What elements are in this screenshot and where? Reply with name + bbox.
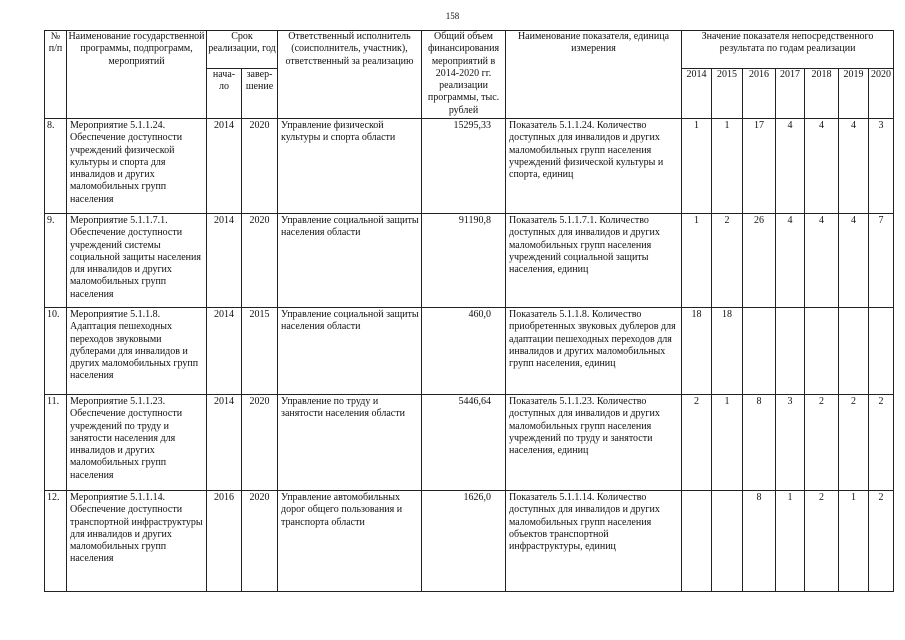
start-year: 2014 bbox=[207, 308, 242, 395]
start-year: 2014 bbox=[207, 119, 242, 214]
value-2016: 8 bbox=[743, 491, 776, 592]
finance-amount: 5446,64 bbox=[422, 395, 506, 491]
row-number: 9. bbox=[45, 214, 67, 308]
start-year: 2014 bbox=[207, 395, 242, 491]
value-2019: 1 bbox=[839, 491, 869, 592]
value-2018: 2 bbox=[805, 395, 839, 491]
measure-name: Мероприятие 5.1.1.7.1. Обеспечение доступности учреждений системы социальной защиты населения для инвалидов и других маломобильных групп населения bbox=[67, 214, 207, 308]
table-row bbox=[45, 395, 894, 491]
table-header bbox=[45, 31, 894, 119]
value-2018: 4 bbox=[805, 214, 839, 308]
value-2020: 7 bbox=[869, 214, 894, 308]
header-indicator: Наименование показателя, единица измерения bbox=[506, 31, 682, 119]
value-2020: 2 bbox=[869, 491, 894, 592]
value-2018: 2 bbox=[805, 491, 839, 592]
value-2016: 8 bbox=[743, 395, 776, 491]
value-2015 bbox=[712, 491, 743, 592]
value-2014 bbox=[682, 491, 712, 592]
start-year: 2016 bbox=[207, 491, 242, 592]
header-year: 2016 bbox=[743, 69, 776, 119]
table-row bbox=[45, 308, 894, 395]
value-2014: 1 bbox=[682, 119, 712, 214]
value-2019 bbox=[839, 308, 869, 395]
header-year: 2020 bbox=[869, 69, 894, 119]
row-number: 8. bbox=[45, 119, 67, 214]
value-2015: 1 bbox=[712, 395, 743, 491]
value-2016 bbox=[743, 308, 776, 395]
start-year: 2014 bbox=[207, 214, 242, 308]
finance-amount: 460,0 bbox=[422, 308, 506, 395]
indicator: Показатель 5.1.1.23. Количество доступных для инвалидов и других маломобильных групп населения учреждений по труду и занятости населения, единиц bbox=[506, 395, 682, 491]
executor: Управление социальной защиты населения области bbox=[278, 308, 422, 395]
value-2017 bbox=[776, 308, 805, 395]
executor: Управление физической культуры и спорта области bbox=[278, 119, 422, 214]
table-row bbox=[45, 214, 894, 308]
executor: Управление по труду и занятости населения области bbox=[278, 395, 422, 491]
program-table bbox=[44, 30, 894, 592]
table-row bbox=[45, 491, 894, 592]
finance-amount: 15295,33 bbox=[422, 119, 506, 214]
end-year: 2020 bbox=[242, 119, 278, 214]
value-2017: 4 bbox=[776, 214, 805, 308]
header-year: 2015 bbox=[712, 69, 743, 119]
measure-name: Мероприятие 5.1.1.24. Обеспечение доступности учреждений физической культуры и спорта для инвалидов и других маломобильных групп населения bbox=[67, 119, 207, 214]
indicator: Показатель 5.1.1.7.1. Количество доступных для инвалидов и других маломобильных групп населения учреждений социальной защиты населения, единиц bbox=[506, 214, 682, 308]
header-year: 2019 bbox=[839, 69, 869, 119]
value-2017: 4 bbox=[776, 119, 805, 214]
header-values-group: Значение показателя непосредственного результата по годам реализации bbox=[682, 31, 894, 69]
indicator: Показатель 5.1.1.24. Количество доступных для инвалидов и других маломобильных групп населения учреждений физической культуры и спорта, единиц bbox=[506, 119, 682, 214]
value-2017: 3 bbox=[776, 395, 805, 491]
value-2018 bbox=[805, 308, 839, 395]
row-number: 12. bbox=[45, 491, 67, 592]
table-body bbox=[45, 119, 894, 592]
header-year: 2014 bbox=[682, 69, 712, 119]
table-row bbox=[45, 119, 894, 214]
value-2019: 4 bbox=[839, 214, 869, 308]
value-2020 bbox=[869, 308, 894, 395]
value-2020: 3 bbox=[869, 119, 894, 214]
value-2019: 2 bbox=[839, 395, 869, 491]
end-year: 2020 bbox=[242, 395, 278, 491]
header-name: Наименование государственной программы, подпрограмм, мероприятий bbox=[67, 31, 207, 119]
value-2014: 1 bbox=[682, 214, 712, 308]
value-2015: 18 bbox=[712, 308, 743, 395]
header-term-start: нача-ло bbox=[207, 69, 242, 119]
value-2018: 4 bbox=[805, 119, 839, 214]
header-term-end: завер-шение bbox=[242, 69, 278, 119]
header-year: 2017 bbox=[776, 69, 805, 119]
indicator: Показатель 5.1.1.14. Количество доступных для инвалидов и других маломобильных групп населения объектов транспортной инфраструктуры, единиц bbox=[506, 491, 682, 592]
header-num: № п/п bbox=[45, 31, 67, 119]
value-2016: 17 bbox=[743, 119, 776, 214]
header-finance: Общий объем финансирования мероприятий в 2014-2020 гг. реализации программы, тыс. рублей bbox=[422, 31, 506, 119]
executor: Управление социальной защиты населения области bbox=[278, 214, 422, 308]
value-2017: 1 bbox=[776, 491, 805, 592]
value-2019: 4 bbox=[839, 119, 869, 214]
finance-amount: 91190,8 bbox=[422, 214, 506, 308]
measure-name: Мероприятие 5.1.1.23. Обеспечение доступности учреждений по труду и занятости населения для инвалидов и других маломобильных групп населения bbox=[67, 395, 207, 491]
executor: Управление автомобильных дорог общего пользования и транспорта области bbox=[278, 491, 422, 592]
row-number: 10. bbox=[45, 308, 67, 395]
end-year: 2020 bbox=[242, 214, 278, 308]
value-2016: 26 bbox=[743, 214, 776, 308]
measure-name: Мероприятие 5.1.1.14. Обеспечение доступности транспортной инфраструктуры для инвалидов и других маломобильных групп населения bbox=[67, 491, 207, 592]
value-2014: 18 bbox=[682, 308, 712, 395]
end-year: 2015 bbox=[242, 308, 278, 395]
header-term: Срок реализации, год bbox=[207, 31, 278, 69]
measure-name: Мероприятие 5.1.1.8. Адаптация пешеходных переходов звуковыми дублерами для инвалидов и других маломобильных групп населения bbox=[67, 308, 207, 395]
end-year: 2020 bbox=[242, 491, 278, 592]
value-2015: 1 bbox=[712, 119, 743, 214]
indicator: Показатель 5.1.1.8. Количество приобретенных звуковых дублеров для адаптации пешеходных переходов для инвалидов и других маломобильных групп населения, единиц bbox=[506, 308, 682, 395]
row-number: 11. bbox=[45, 395, 67, 491]
value-2020: 2 bbox=[869, 395, 894, 491]
header-year: 2018 bbox=[805, 69, 839, 119]
finance-amount: 1626,0 bbox=[422, 491, 506, 592]
value-2014: 2 bbox=[682, 395, 712, 491]
page-number: 158 bbox=[445, 11, 460, 21]
header-executor: Ответственный исполнитель (соисполнитель, участник), ответственный за реализацию bbox=[278, 31, 422, 119]
value-2015: 2 bbox=[712, 214, 743, 308]
